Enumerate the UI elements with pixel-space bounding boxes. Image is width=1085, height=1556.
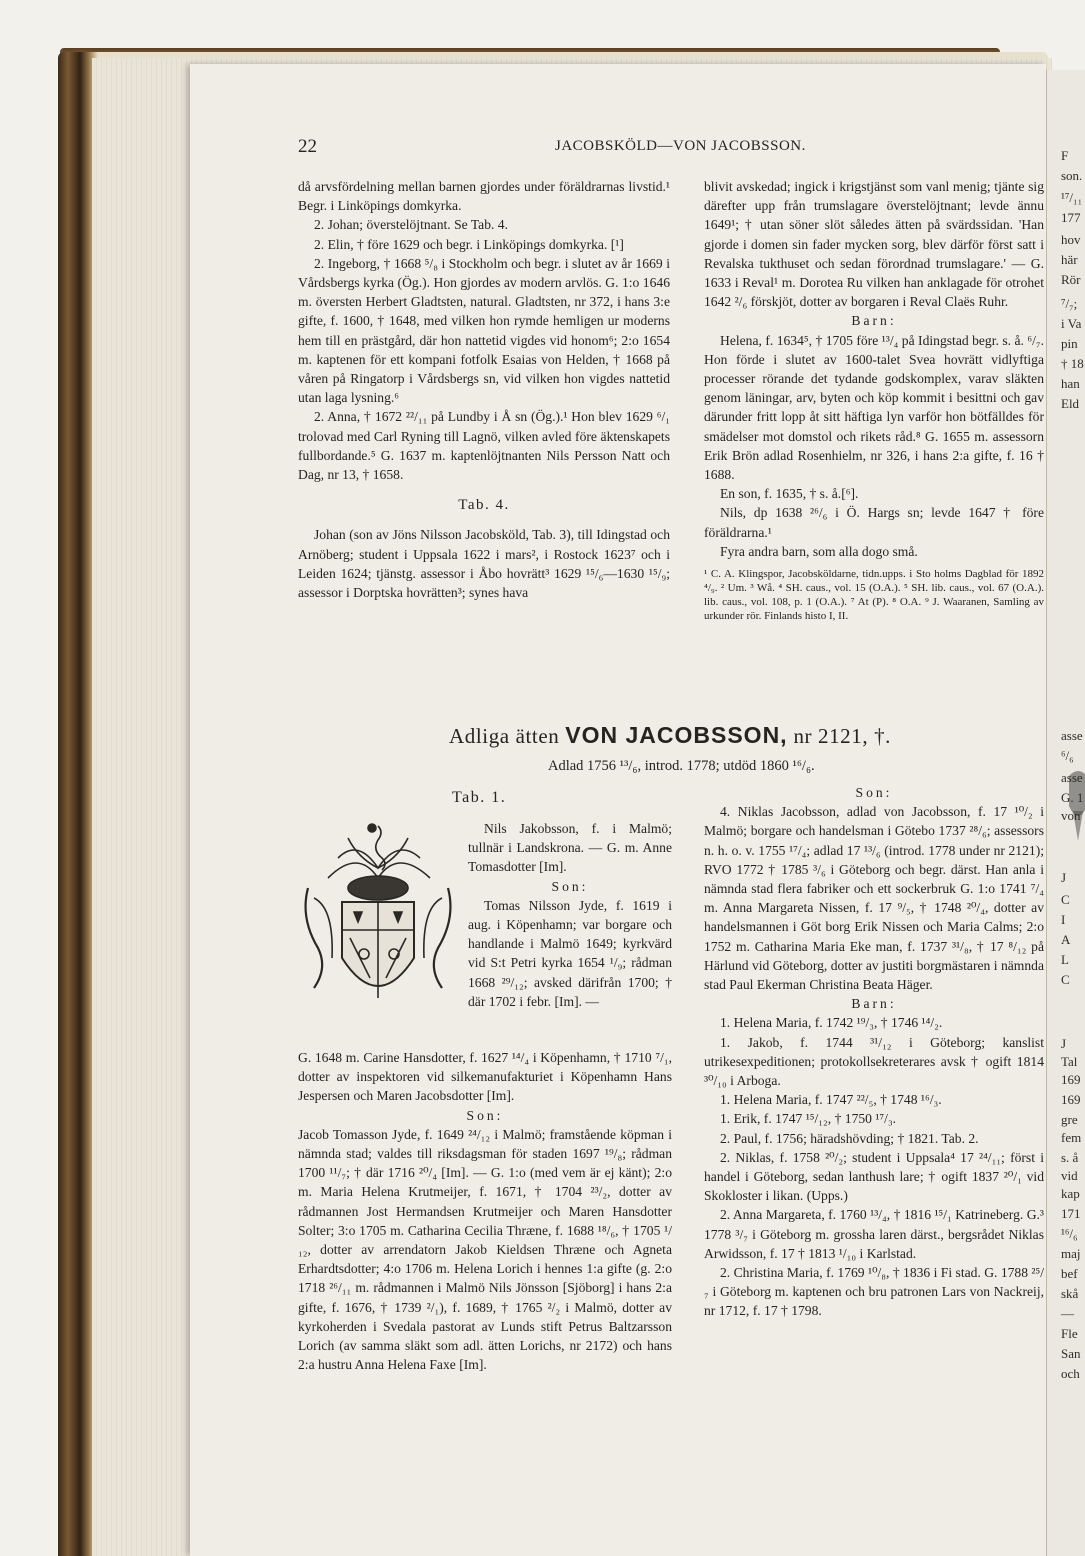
paragraph: 2. Paul, f. 1756; häradshövding; † 1821. Tab. 2. <box>720 1130 979 1146</box>
paragraph: 4. Niklas Jacobsson, adlad von Jacobsson, f. 17 ¹⁰/₂ i Malmö; borgare och handelsman i Götebo 1737 ²⁸/₆; assessors n. h. o. v. 1755 ¹⁷/₄; adlad 17 ¹³/₆ (introd. 1778 under nr 2121); RVO 1772 † 1785 ³/₆ i Göteborg och begr. därst. Han anla i nämnda stad flera fabriker och ett sockerbruk G. 1:o 1741 ⁷/₄ m. Anna Margareta Nissen, f. 17 ⁹/₅, † 1748 ²⁰/₄, dotter av handelsmannen i Göt borg Erik Nissen och Maria Calms; 2:o 1752 m. Catharina Maria Eke man, f. 1737 ³¹/₈, † 17 ⁸/₁₂ på Härlund vid Göteborg, dotter av justiti borgmästaren i nämnda stad Paul Ekerman Christina Beata Häger. <box>704 804 1044 993</box>
paragraph: 2. Christina Maria, f. 1769 ¹⁰/₈, † 1836 i Fi stad. G. 1788 ²⁵/₇ i Göteborg m. kaptenen och bru patronen Lars von Nackreij, nr 1712, f. 17 † 1798. <box>704 1265 1045 1319</box>
lower-left-column <box>298 1048 672 1374</box>
next-page-fragment: maj <box>1061 1246 1081 1261</box>
next-page-fragment: asse <box>1061 728 1083 743</box>
next-page-fragment: asse <box>1061 770 1083 785</box>
paragraph: Fyra andra barn, som alla dogo små. <box>720 543 918 559</box>
paragraph: En son, f. 1635, † s. å.[⁶]. <box>720 486 859 502</box>
son-heading: Son: <box>466 1107 504 1123</box>
next-page-fragment: och <box>1061 1366 1080 1381</box>
next-page-fragment: ⁶/₆ <box>1061 748 1074 763</box>
lower-right-column <box>704 783 1044 1321</box>
next-page-fragment: I <box>1061 912 1066 927</box>
paragraph: Jacob Tomasson Jyde, f. 1649 ²⁴/₁₂ i Malmö; framstående köpman i nämnda stad; valdes till riksdagsman för staden 1697 ¹⁹/₈; rådman 1700 ¹¹/₇; † där 1716 ²⁰/₄ [Im]. — G. 1:o (med vem är ej känt); 2:o m. Maria Helena Krutmeijer, f. 1671, † 1704 ²³/₂, dotter av rådmannen Jost Hermandsen Krutmeijer och Maren Hansdotter Solter; 3:o 1705 m. Catharina Cecilia Thræne, f. 1688 ¹⁸/₆, † 1705 ¹/₁₂, dotter av arrendatorn Jakob Kieldsen Thræne och Agneta Erhardtsdotter; 4:o 1706 m. Helena Lorich i hennes 1:a gifte (g. 2:o 1718 ²⁶/₁₁ m. rådmannen i Malmö Nils Jönsson [Sjöborg] i hans 2:a gifte, f. 1676, † 1739 ²/₁), f. 1689, † 1765 ²/₂ i Malmö, dotter av kyrkoherden i Svedala pastorat av Lunds stift Petrus Baltzarsson Lorich (av samma släkt som adl. ätten Lorichs, nr 2172) och hans 2:a hustru Anna Helena Faxe [Im]. <box>298 1126 672 1373</box>
next-page-fragment: fem <box>1061 1130 1082 1145</box>
paragraph: 1. Helena Maria, f. 1747 ²²/₅, † 1748 ¹⁶/₃. <box>720 1092 942 1108</box>
next-page-fragment: Rör <box>1061 272 1081 287</box>
next-page-fragment: C <box>1061 972 1070 987</box>
paragraph: Helena, f. 1634⁵, † 1705 före ¹³/₄ på Idingstad begr. s. å. ⁶/₇. Hon förde i slutet av 1600-talet Svea hovrätt vidlyftiga processer rörande det tydande godskomplex, varav släkten genom läningar, arv, byten och köp kommit i besittni och gav därunder fritt lopp åt sitt häftiga lyn varför hon bötfälldes för smädelser mot domstol och rikets råd.⁸ G. 1655 m. assessorn Erik Brön adlad Rosenhielm, nr 326, i hans 2:a gifte, f. 16 † 1688. <box>704 332 1044 483</box>
running-head: JACOBSKÖLD—VON JACOBSSON. <box>555 138 806 154</box>
tab4-heading: Tab. 4. <box>458 497 510 514</box>
next-page-fragment: kap <box>1061 1186 1080 1201</box>
next-page-fragment: San <box>1061 1346 1081 1361</box>
paragraph: blivit avskedad; ingick i krigstjänst som vanl menig; tjänte sig därefter upp från trumslagare överstelöjtnant; levde ännu 1649¹; † utan söner slöt således ätten på svärdssidan. 'Han gjorde i domen sin fader mycken sorg, blev därför först satt i Revalska tukthuset och sedan förordnad trumslagare.' — G. 1633 i Reval¹ m. Dorotea Ru vilken han anklagade för otrohet 1642 ²/₆ förskjöt, dotter av borgaren i Reval Claës Ruhr. <box>704 179 1044 310</box>
paragraph: 2. Niklas, f. 1758 ²⁰/₂; student i Uppsala⁴ 17 ²⁴/₁₁; först i handel i Göteborg, sedan lanthush lare; † ogift 1837 ²⁰/₁ vid Skokloster i likan. (Upps.) <box>704 1149 1044 1204</box>
paragraph: 2. Anna, † 1672 ²²/₁₁ på Lundby i Å sn (Ög.).¹ Hon blev 1629 ⁶/₁ trolovad med Carl Ryning till Lagnö, vilken avled före äktenskapets fullbordande.⁵ G. 1637 m. kaptenlöjtnanten Nils Persson Natt och Dag, nr 13, † 1658. <box>298 409 670 483</box>
next-page-fragment: 169 <box>1061 1072 1081 1087</box>
next-page-fragment: 177 <box>1061 210 1081 225</box>
next-page-edge <box>1046 70 1085 1556</box>
next-page-fragment: gre <box>1061 1112 1078 1127</box>
paragraph: 2. Johan; överstelöjtnant. Se Tab. 4. <box>314 217 508 233</box>
next-page-fragment: ⁷/₇; <box>1061 296 1078 311</box>
next-page-fragment: hov <box>1061 232 1081 247</box>
paragraph: 2. Anna Margareta, f. 1760 ¹³/₄, † 1816 ¹⁵/₁ Katrineberg. G.³ 1778 ³/₇ i Göteborg m. grossha laren därst., bergsrådet Niklas Arwidsson, f. 17 † 1813 ¹/₁₀ i Karlstad. <box>704 1207 1044 1261</box>
paragraph: 2. Elin, † före 1629 och begr. i Linköpings domkyrka. [¹] <box>314 236 624 252</box>
paragraph: 1. Erik, f. 1747 ¹⁵/₁₂, † 1750 ¹⁷/₃. <box>720 1111 897 1127</box>
next-page-fragment: † 18 <box>1061 356 1084 371</box>
next-page-fragment: pin <box>1061 336 1078 351</box>
next-page-fragment: G. 1 <box>1061 790 1084 805</box>
next-page-fragment: i Va <box>1061 316 1082 331</box>
paragraph: 1. Helena Maria, f. 1742 ¹⁹/₃, † 1746 ¹⁴/₂. <box>720 1015 943 1031</box>
page-number: 22 <box>298 136 317 157</box>
next-page-fragment: Eld <box>1061 396 1080 411</box>
son-heading: Son: <box>855 785 893 800</box>
paragraph: Tomas Nilsson Jyde, f. 1619 i aug. i Köpenhamn; var borgare och handlande i Malmö 1649; kyrkvärd vid S:t Petri kyrka 1654 ¹/₉; rådman 1668 ²⁹/₁₂; avsked därifrån 1700; † där 1702 i febr. [Im]. — <box>468 897 672 1009</box>
next-page-fragment: han <box>1061 376 1080 391</box>
family-title-prefix: Adliga ätten <box>448 724 560 748</box>
next-page-fragment: Tal <box>1061 1054 1078 1069</box>
paragraph: då arvsfördelning mellan barnen gjordes under föräldrarnas livstid.¹ Begr. i Linköpings domkyrka. <box>298 179 670 214</box>
paragraph: 1. Jakob, f. 1744 ³¹/₁₂ i Göteborg; kanslist utrikesexpeditionen; protokollsekreterares avsk † ogift 1814 ³⁰/₁₀ i Arboga. <box>704 1034 1044 1089</box>
footnotes: ¹ C. A. Klingspor, Jacobsköldarne, tidn.upps. i Sto holms Dagblad för 1892 ⁴/₉. ² Um. ³ Wå. ⁴ SH. caus., vol. 15 (O.A.). ⁵ SH. lib. caus., vol. 67 (O.A.). lib. caus., vol. 108, p. 1 (O.A.). ⁷ At (P). ⁸ O.A. ⁹ J. Waaranen, Samling av urkunder rör. Finlands histo I, II. <box>704 568 1044 623</box>
tab1-heading: Tab. 1. <box>452 789 507 806</box>
next-page-fragment: s. å <box>1061 1150 1079 1165</box>
ennoblement-line: Adlad 1756 ¹³/₆, introd. 1778; utdöd 1860 ¹⁶/₆. <box>548 758 815 774</box>
upper-right-column <box>704 177 1044 623</box>
upper-left-column <box>298 177 670 602</box>
family-title-suffix: nr 2121, †. <box>793 724 892 748</box>
family-title <box>300 722 1040 749</box>
next-page-fragment: F <box>1061 148 1069 163</box>
tab1-beside-crest <box>468 819 672 1011</box>
next-page-fragment: här <box>1061 252 1078 267</box>
next-page-fragment: vid <box>1061 1168 1078 1183</box>
children-heading: Barn: <box>851 313 897 329</box>
next-page-fragment: skå <box>1061 1286 1079 1301</box>
next-page-fragment: — <box>1061 1306 1074 1321</box>
next-page-fragment: bef <box>1061 1266 1078 1281</box>
paragraph: Nils Jakobsson, f. i Malmö; tullnär i Landskrona. — G. m. Anne Tomasdotter [Im]. <box>468 821 672 875</box>
next-page-fragment: 169 <box>1061 1092 1081 1107</box>
next-page-fragment: J <box>1061 870 1067 885</box>
next-page-fragment: son. <box>1061 168 1083 183</box>
next-page-fragment: ¹⁶/₆ <box>1061 1226 1078 1241</box>
next-page-fragment: L <box>1061 952 1069 967</box>
son-heading: Son: <box>551 878 589 894</box>
paragraph: G. 1648 m. Carine Hansdotter, f. 1627 ¹⁴/₄ i Köpenhamn, † 1710 ⁷/₁, dotter av inspektoren vid silkemanufakturiet i Köpenhamn Hans Jespersen och Maren Jacobsdotter [Im]. <box>298 1050 672 1104</box>
children-heading: Barn: <box>851 996 897 1012</box>
next-page-fragment: ¹⁷/₁₁ <box>1061 190 1083 205</box>
tab4-text: Johan (son av Jöns Nilsson Jacobsköld, Tab. 3), till Idingstad och Arnöberg; student i Uppsala 1622 i mars², i Rostock 1623⁷ och i Leiden 1624; tjänstg. assessor i Åbo hovrätt³ 1629 ¹⁵/₆—1630 ¹⁵/₉; assessor i Dorptska hovrätten³; synes hava <box>298 527 670 601</box>
next-page-fragment: von <box>1061 808 1081 823</box>
next-page-fragment: J <box>1061 1036 1067 1051</box>
coat-of-arms-icon <box>298 818 458 1014</box>
next-page-fragment: Fle <box>1061 1326 1078 1341</box>
next-page-fragment: C <box>1061 892 1070 907</box>
family-title-name: VON JACOBSSON, <box>565 722 788 748</box>
paragraph: 2. Ingeborg, † 1668 ⁵/₈ i Stockholm och begr. i slutet av år 1669 i Vårdsbergs kyrka (Ög.). Hon gjordes av modern arvlös. G. 1:o 1646 m. översten Herbert Gladtsten, natural. Gladtsten, nr 372, i hans 3:e gifte, f. 1600, † 1648, med vilken hon rymde hemligen ur moderns hem till en prästgård, där hon nattetid vigdes vid honom⁶; 2:o 1654 m. kaptenen för ett kompani fotfolk Esaias von Helden, † 1668 på våren på Ringatorp i Vårdsbergs sn, vid vilken hon vigdes nattetid utan laga lysning.⁶ <box>298 255 670 406</box>
next-page-fragment: 171 <box>1061 1206 1081 1221</box>
paragraph: Nils, dp 1638 ²⁶/₆ i Ö. Hargs sn; levde 1647 † före föräldrarna.¹ <box>704 505 1044 540</box>
next-page-fragment: A <box>1061 932 1071 947</box>
